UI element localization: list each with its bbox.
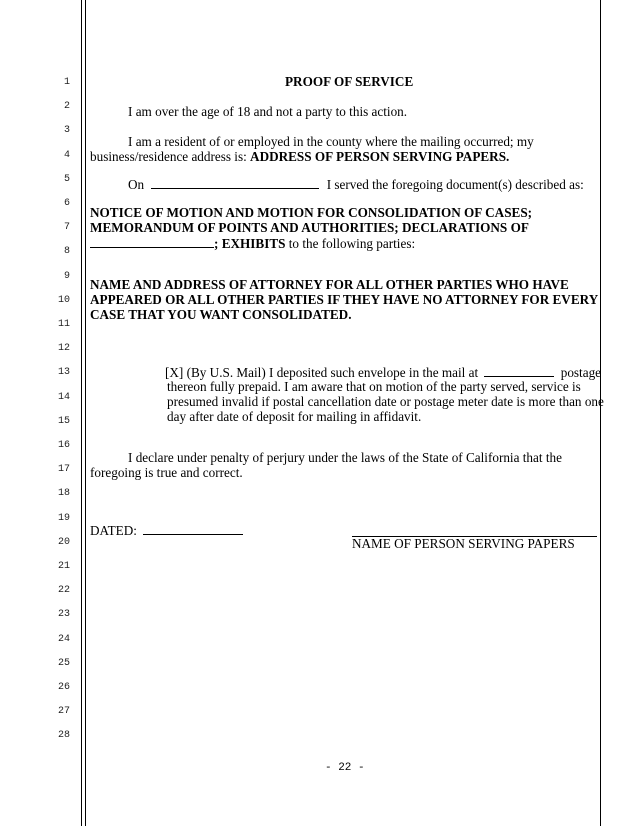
notice-line3 (90, 235, 415, 252)
dated-label: DATED: (90, 523, 137, 538)
right-margin-rule (600, 0, 601, 826)
dated-line (90, 522, 243, 539)
left-margin-rule-outer (81, 0, 82, 826)
line-number: 20 (57, 536, 70, 548)
line-number: 6 (63, 198, 70, 209)
line-number: 10 (57, 294, 70, 306)
line-number: 4 (63, 149, 70, 161)
line-number: 11 (57, 319, 70, 330)
mail-line1-suffix: postage (560, 365, 602, 380)
line-number: 12 (57, 343, 70, 355)
page-number: - 22 - (325, 762, 365, 774)
name-address-line3: CASE THAT YOU WANT CONSOLIDATED. (90, 307, 352, 322)
line-number: 24 (57, 633, 70, 645)
left-margin-rule-inner (85, 0, 86, 826)
line-number: 23 (57, 609, 70, 621)
declarations-blank (90, 235, 214, 248)
document-title: PROOF OF SERVICE (285, 74, 414, 89)
line-number: 14 (57, 391, 70, 403)
line-number: 17 (57, 464, 70, 476)
mail-line1-prefix: [X] (By U.S. Mail) I deposited such envelope in the mail at (165, 365, 479, 380)
served-on-suffix: I served the foregoing document(s) described as: (326, 177, 584, 192)
line-number: 27 (57, 706, 70, 718)
line-number: 8 (63, 246, 70, 258)
exhibits-label: ; EXHIBITS (214, 236, 286, 251)
mail-line3: presumed invalid if postal cancellation date or postage meter date is more than one (167, 394, 604, 409)
resident-prefix: business/residence address is: (90, 149, 251, 164)
signature-caption: NAME OF PERSON SERVING PAPERS (352, 536, 575, 551)
served-on-label: On (128, 177, 145, 192)
line-number: 9 (63, 270, 70, 282)
line-number: 22 (57, 585, 70, 597)
paragraph-resident-line2 (90, 149, 509, 165)
line-number: 1 (63, 77, 70, 88)
notice-line1: NOTICE OF MOTION AND MOTION FOR CONSOLIDATION OF CASES; (90, 205, 533, 220)
mail-location-blank (484, 364, 554, 377)
served-date-blank (151, 176, 319, 189)
paragraph-resident-line1: I am a resident of or employed in the county where the mailing occurred; my (128, 134, 534, 149)
paragraph-served-on (128, 176, 584, 193)
line-number: 5 (63, 173, 70, 185)
line-number: 15 (57, 415, 70, 427)
line-number: 28 (57, 730, 70, 742)
line-number: 19 (57, 512, 70, 524)
notice-line2: MEMORANDUM OF POINTS AND AUTHORITIES; DECLARATIONS OF (90, 220, 529, 235)
mail-line4: day after date of deposit for mailing in affidavit. (167, 409, 422, 424)
dated-blank (143, 522, 243, 535)
line-number: 2 (63, 101, 70, 113)
line-number: 16 (57, 440, 70, 451)
name-address-line1: NAME AND ADDRESS OF ATTORNEY FOR ALL OTHER PARTIES WHO HAVE (90, 277, 569, 292)
mail-line2: thereon fully prepaid. I am aware that on motion of the party served, service is (167, 379, 581, 394)
line-number: 3 (63, 125, 70, 137)
notice-line3-rest: to the following parties: (285, 236, 416, 251)
name-address-line2: APPEARED OR ALL OTHER PARTIES IF THEY HAVE NO ATTORNEY FOR EVERY (90, 292, 599, 307)
line-number: 21 (57, 561, 70, 572)
line-number: 13 (57, 367, 70, 379)
line-number: 25 (57, 657, 70, 669)
declaration-line2: foregoing is true and correct. (90, 465, 243, 480)
line-number: 26 (57, 682, 70, 693)
resident-address-placeholder: ADDRESS OF PERSON SERVING PAPERS. (250, 149, 510, 164)
paragraph-age: I am over the age of 18 and not a party to this action. (128, 104, 408, 119)
declaration-line1: I declare under penalty of perjury under the laws of the State of California that the (128, 450, 562, 465)
line-number: 18 (57, 488, 70, 500)
line-number: 7 (63, 222, 70, 234)
